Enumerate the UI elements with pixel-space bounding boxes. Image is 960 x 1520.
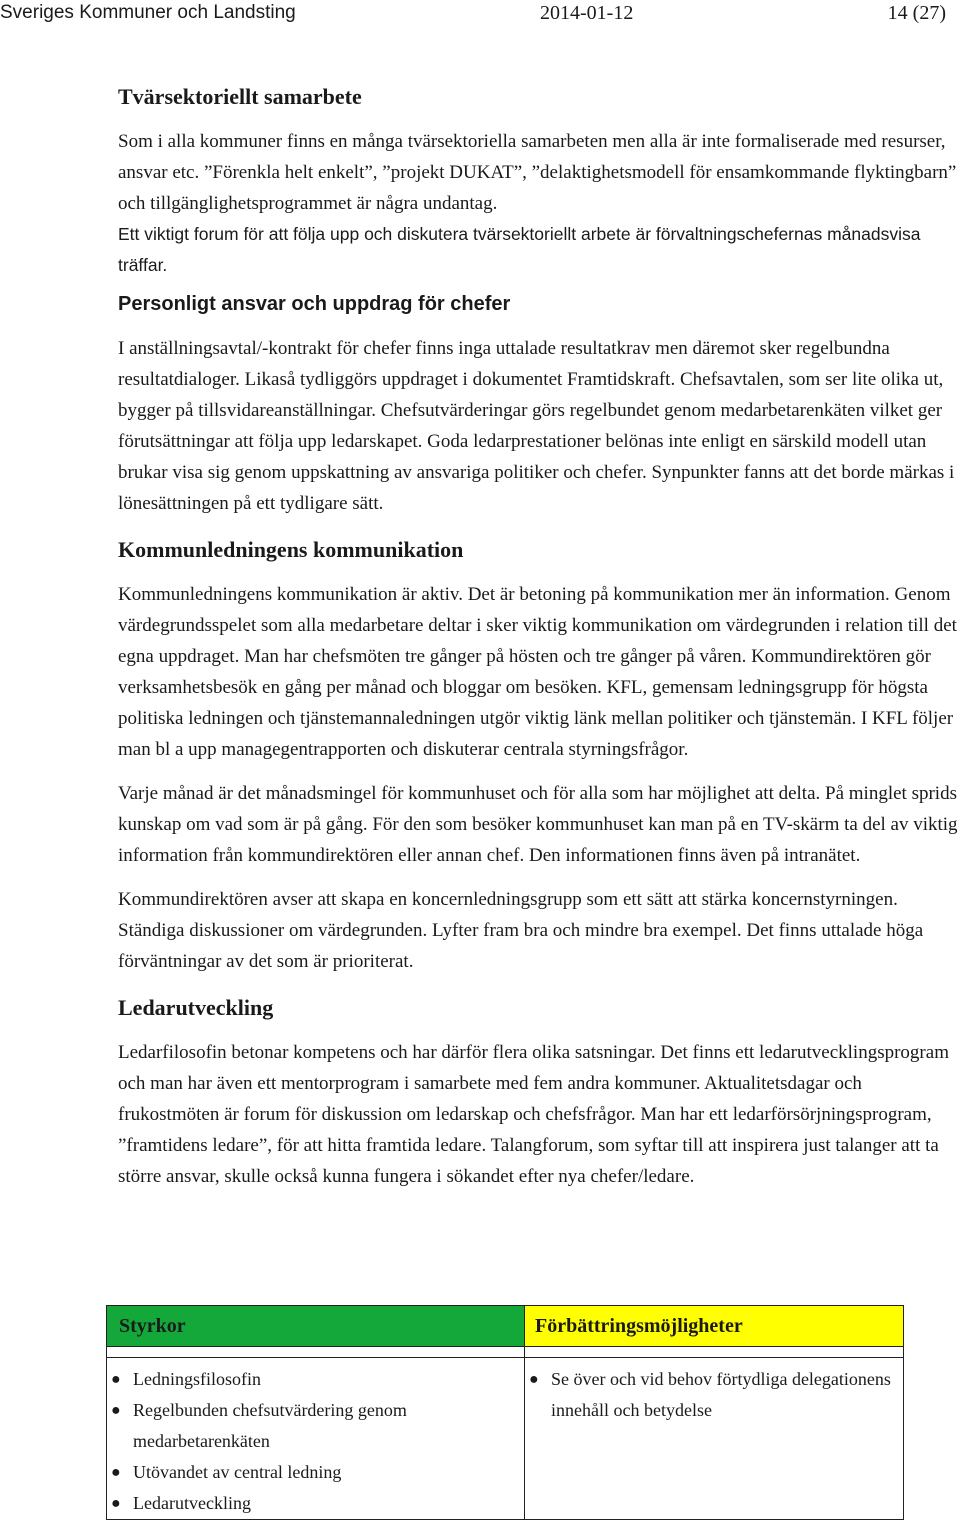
header-organization: Sveriges Kommuner och Landsting bbox=[0, 2, 296, 23]
table-header-improvements: Förbättringsmöjligheter bbox=[525, 1306, 904, 1347]
header-page-number: 14 (27) bbox=[887, 2, 946, 24]
paragraph-kommunikation-1: Kommunledningens kommunikation är aktiv. Det är betoning på kommunikation mer än information. Genom värdegrundsspelet som alla medarbetare deltar i sker viktig kommunikation om värdegrunden i relation till det egna uppdraget. Man har chefsmöten tre gånger på hösten och tre gånger på våren. Kommundirektören gör verksamhetsbesök en gång per månad och bloggar om besöken. KFL, gemensam ledningsgrupp för högsta politiska ledningen och tjänstemannaledningen utgör viktig länk mellan politiker och tjänstemän. I KFL följer man bl a upp managegentrapporten och diskuterar centrala styrningsfrågor. bbox=[118, 584, 957, 760]
bullet-icon: ● bbox=[529, 1371, 539, 1388]
list-item: ● Utövandet av central ledning bbox=[107, 1457, 524, 1488]
paragraph-personligt-ansvar: I anställningsavtal/-kontrakt för chefer finns inga uttalade resultatkrav men däremot sker regelbundna resultatdialoger. Likaså tydliggörs uppdraget i dokumentet Framtidskraft. Chefsavtalen, som ser lite olika ut, bygger på tillsvidareanställningar. Chefsutvärderingar görs regelbundet genom medarbetarenkäten vilket ger förutsättningar att följa upp ledarskapet. Goda ledarprestationer belönas inte enligt en särskild modell utan brukar visa sig genom uppskattning av ansvariga politiker och chefer. Synpunkter fanns att det borde märkas i lönesättningen på ett tydligare sätt. bbox=[118, 338, 955, 514]
heading-kommunledningens-kommunikation: Kommunledningens kommunikation bbox=[118, 537, 464, 562]
paragraph-tvarsektoriellt-1: Som i alla kommuner finns en många tvärsektoriella samarbeten men alla är inte formaliserade med resurser, ansvar etc. ”Förenkla helt enkelt”, ”projekt DUKAT”, ”delaktighetsmodell för ensamkommande flyktingbarn” och tillgänglighetsprogrammet är några undantag. bbox=[118, 131, 957, 214]
paragraph-ledarutveckling: Ledarfilosofin betonar kompetens och har därför flera olika satsningar. Det finns ett ledarutvecklingsprogram och man har även ett mentorprogram i samarbete med fem andra kommuner. Aktualitetsdagar och frukostmöten är forum för diskussion om ledarskap och chefsfrågor. Man har ett ledarförsörjningsprogram, ”framtidens ledare”, för att hitta framtida ledare. Talangforum, som syftar till att inspirera just talanger att ta större ansvar, skulle också kunna fungera i sökandet efter nya chefer/ledare. bbox=[118, 1042, 949, 1187]
heading-ledarutveckling: Ledarutveckling bbox=[118, 995, 274, 1020]
heading-personligt-ansvar: Personligt ansvar och uppdrag för chefer bbox=[118, 293, 511, 315]
header-date: 2014-01-12 bbox=[540, 2, 634, 24]
paragraph-kommunikation-3: Kommundirektören avser att skapa en koncernledningsgrupp som ett sätt att stärka koncernstyrningen. Ständiga diskussioner om värdegrunden. Lyfter fram bra och mindre bra exempel. Det finns uttalade höga förväntningar av det som är prioriterat. bbox=[118, 889, 924, 972]
table-header-strengths: Styrkor bbox=[107, 1306, 525, 1347]
list-item: ● Ledarutveckling bbox=[107, 1488, 524, 1519]
heading-tvarsektoriellt-samarbete: Tvärsektoriellt samarbete bbox=[118, 84, 362, 109]
improvements-cell bbox=[525, 1358, 904, 1520]
document-body bbox=[118, 82, 958, 1192]
list-item: ● Ledningsfilosofin bbox=[107, 1364, 524, 1395]
bullet-icon: ● bbox=[111, 1402, 121, 1419]
bullet-icon: ● bbox=[111, 1495, 121, 1512]
strengths-list bbox=[107, 1364, 524, 1519]
bullet-icon: ● bbox=[111, 1464, 121, 1481]
strengths-cell bbox=[107, 1358, 525, 1520]
improvements-list bbox=[525, 1364, 903, 1426]
list-item: ● Se över och vid behov förtydliga delegationens innehåll och betydelse bbox=[525, 1364, 891, 1426]
paragraph-kommunikation-2: Varje månad är det månadsmingel för kommunhuset och för alla som har möjlighet att delta. På minglet sprids kunskap om vad som är på gång. För den som besöker kommunhuset kan man på en TV-skärm ta del av viktig information från kommundirektören eller annan chef. Den informationen finns även på intranätet. bbox=[118, 783, 958, 866]
bullet-icon: ● bbox=[111, 1371, 121, 1388]
paragraph-tvarsektoriellt-2: Ett viktigt forum för att följa upp och diskutera tvärsektoriellt arbete är förvaltningschefernas månadsvisa träffar. bbox=[118, 224, 921, 275]
strengths-improvements-table bbox=[106, 1305, 904, 1520]
list-item: ● Regelbunden chefsutvärdering genom medarbetarenkäten bbox=[107, 1395, 524, 1457]
page-header bbox=[0, 0, 960, 26]
